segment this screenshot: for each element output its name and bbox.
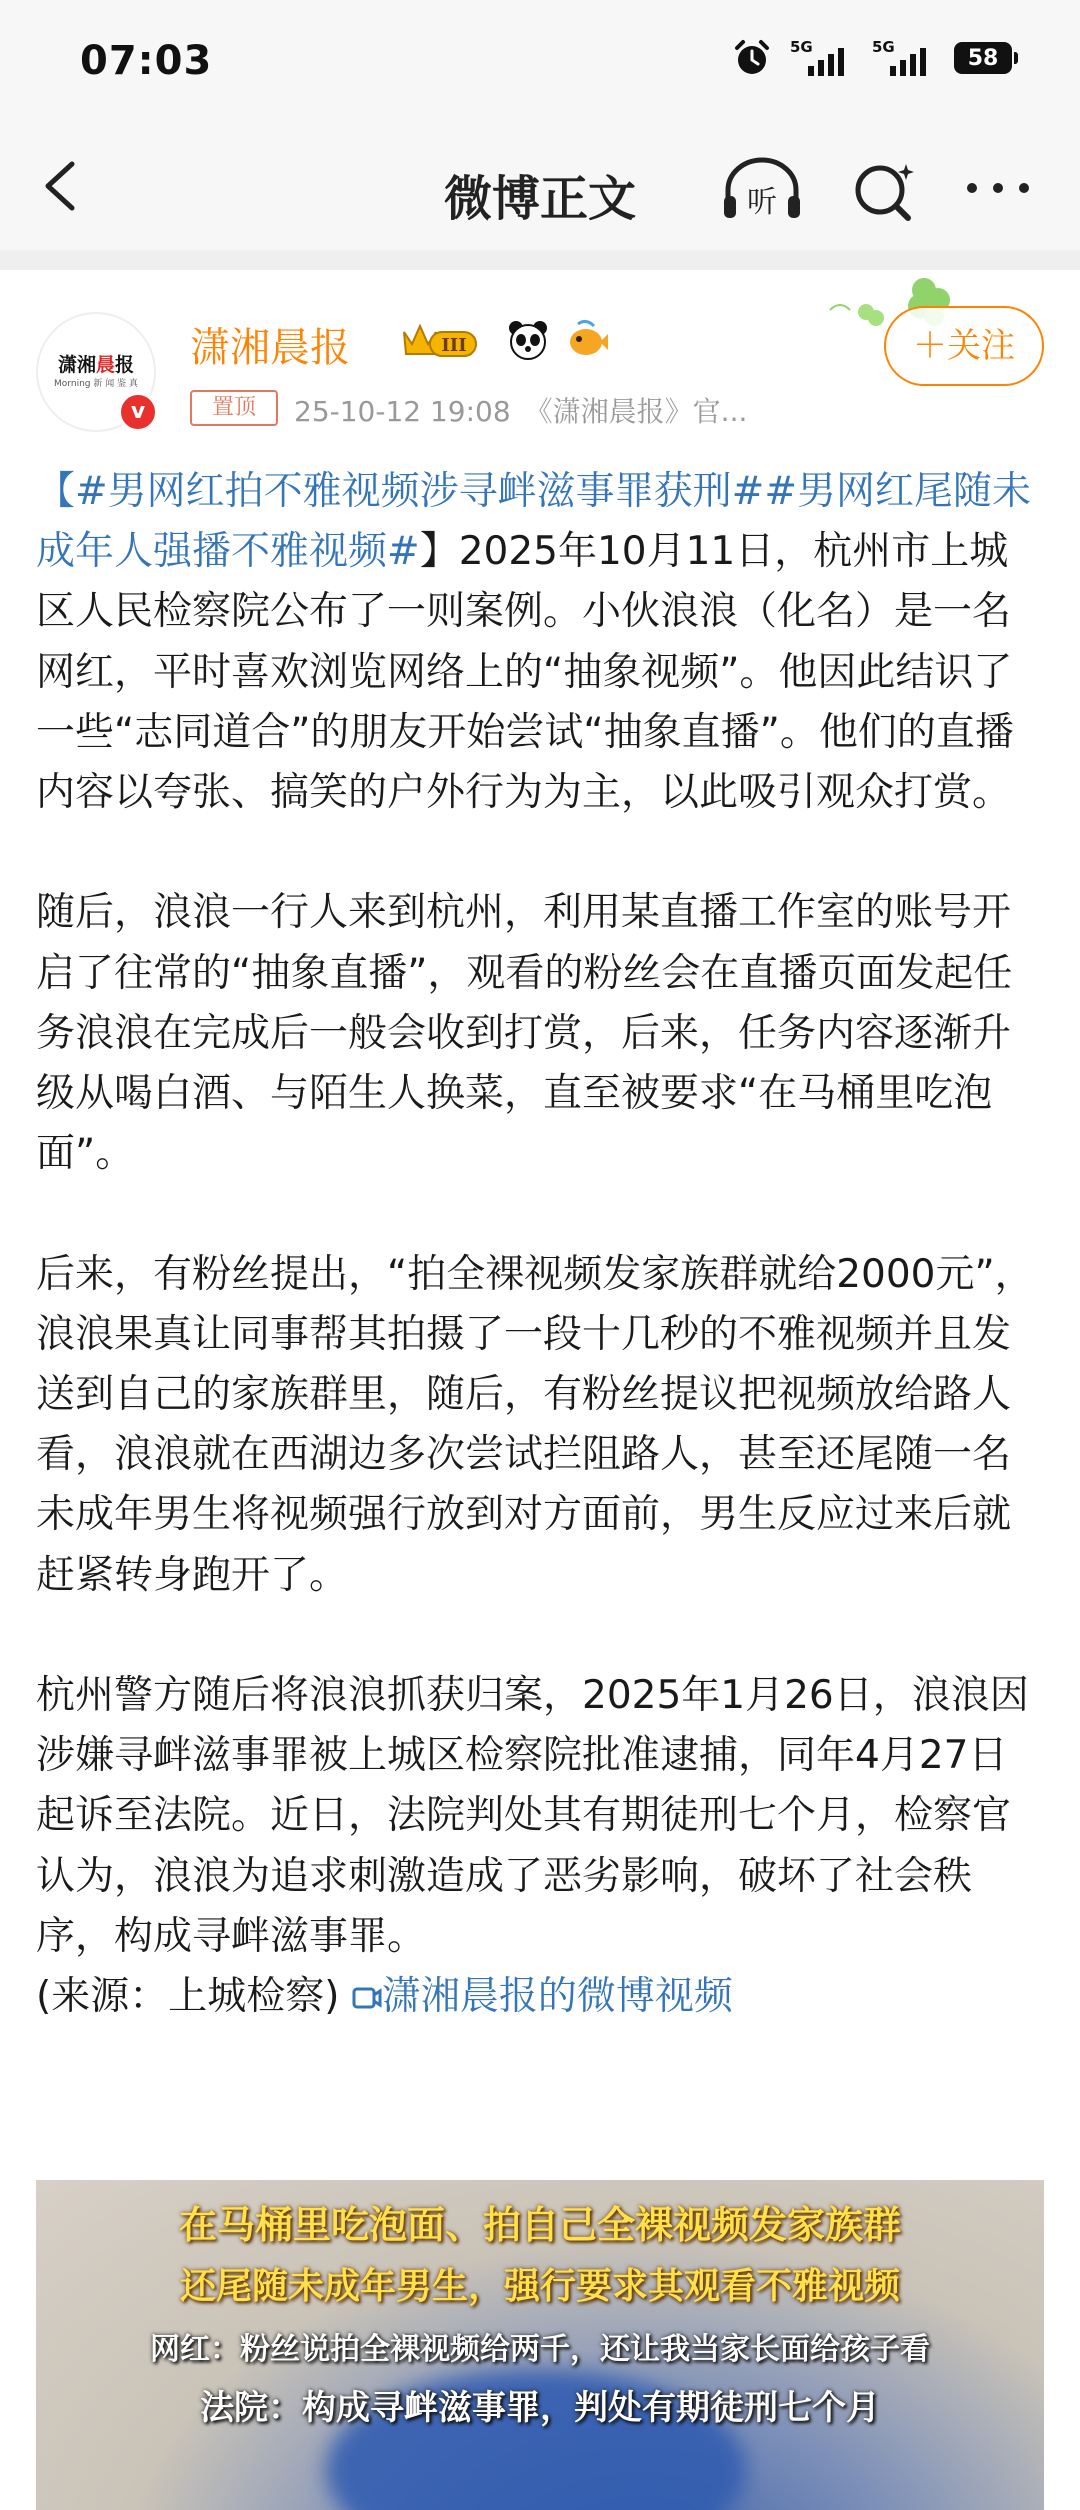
video-caption-3: 网红：粉丝说拍全裸视频给两千，还让我当家长面给孩子看 — [150, 2332, 930, 2367]
svg-text:听: 听 — [747, 185, 777, 220]
pinned-tag: 置顶 — [190, 390, 278, 426]
source-line: (来源：上城检察) 潇湘晨报的微博视频 — [36, 1974, 733, 2020]
svg-text:III: III — [441, 335, 467, 356]
status-bar — [0, 0, 1080, 130]
author-name[interactable]: 潇湘晨报 — [190, 325, 350, 371]
follow-button[interactable]: ＋关注 — [884, 306, 1044, 386]
status-icons — [732, 38, 1012, 78]
video-thumbnail[interactable] — [36, 2180, 1044, 2510]
post-paragraph-1: 【#男网红拍不雅视频涉寻衅滋事罪获刑##男网红尾随未成年人强播不雅视频#】2025年10月11日，杭州市上城区人民检察院公布了一则案例。小伙浪浪（化名）是一名网红，平时喜欢浏览网络上的“抽象视频”。他因此结识了一些“志同道合”的朋友开始尝试“抽象直播”。他们的直播内容以夸张、搞笑的户外行为为主，以此吸引观众打赏。 — [36, 469, 1032, 816]
section-divider — [0, 250, 1080, 270]
author-avatar[interactable]: 潇湘晨报 Morning 新 闻 鉴 真 — [36, 312, 156, 432]
video-caption-4: 法院：构成寻衅滋事罪，判处有期徒刑七个月 — [200, 2388, 880, 2428]
post-paragraph-2: 随后，浪浪一行人来到杭州，利用某直播工作室的账号开启了往常的“抽象直播”，观看的粉丝会在直播页面发起任务浪浪在完成后一般会收到打赏，后来，任务内容逐渐升级从喝白酒、与陌生人换菜，直至被要求“在马桶里吃泡面”。 — [36, 890, 1013, 1177]
video-caption-1: 在马桶里吃泡面、拍自己全裸视频发家族群 — [178, 2202, 901, 2247]
video-link-icon — [352, 1983, 382, 2013]
battery-icon: 58 — [954, 42, 1012, 74]
post-paragraph-3: 后来，有粉丝提出，“拍全裸视频发家族群就给2000元”，浪浪果真让同事帮其拍摄了一段十几秒的不雅视频并且发送到自己的家族群里，随后，有粉丝提议把视频放给路人看，浪浪就在西湖边多次尝试拦阻路人，甚至还尾随一名未成年男生将视频强行放到对方面前，男生反应过来后就赶紧转身跑开了。 — [36, 1251, 1034, 1598]
search-icon[interactable] — [848, 154, 920, 226]
post-paragraph-4: 杭州警方随后将浪浪抓获归案，2025年1月26日，浪浪因涉嫌寻衅滋事罪被上城区检察院批准逮捕，同年4月27日起诉至法院。近日，法院判处其有期徒刑七个月，检察官认为，浪浪为追求刺激造成了恶劣影响，破坏了社会秩序，构成寻衅滋事罪。 — [36, 1673, 1029, 1959]
headphones-listen-icon[interactable] — [720, 152, 804, 224]
status-time: 07:03 — [80, 38, 213, 84]
top-nav-bar — [0, 130, 1080, 250]
video-link[interactable]: 潇湘晨报的微博视频 — [352, 1974, 733, 2019]
post-meta: 25-10-12 19:08 《潇湘晨报》官... — [294, 395, 748, 428]
crown-level-badge-icon — [400, 320, 480, 362]
page-title: 微博正文 — [443, 171, 636, 227]
alarm-icon — [732, 38, 772, 78]
post-body — [36, 462, 1046, 2027]
more-options-icon[interactable] — [962, 170, 1034, 206]
signal-2-icon: 5G — [872, 38, 936, 78]
fish-badge-icon — [564, 318, 608, 362]
panda-badge-icon — [506, 318, 550, 362]
video-caption-2: 还尾随未成年男生，强行要求其观看不雅视频 — [179, 2265, 900, 2307]
verified-badge-icon: v — [118, 392, 158, 432]
hashtag-topic-link[interactable]: 【#男网红拍不雅视频涉寻衅滋事罪获刑##男网红尾随未成年人强播不雅视频# — [36, 469, 1032, 575]
signal-1-icon: 5G — [790, 38, 854, 78]
